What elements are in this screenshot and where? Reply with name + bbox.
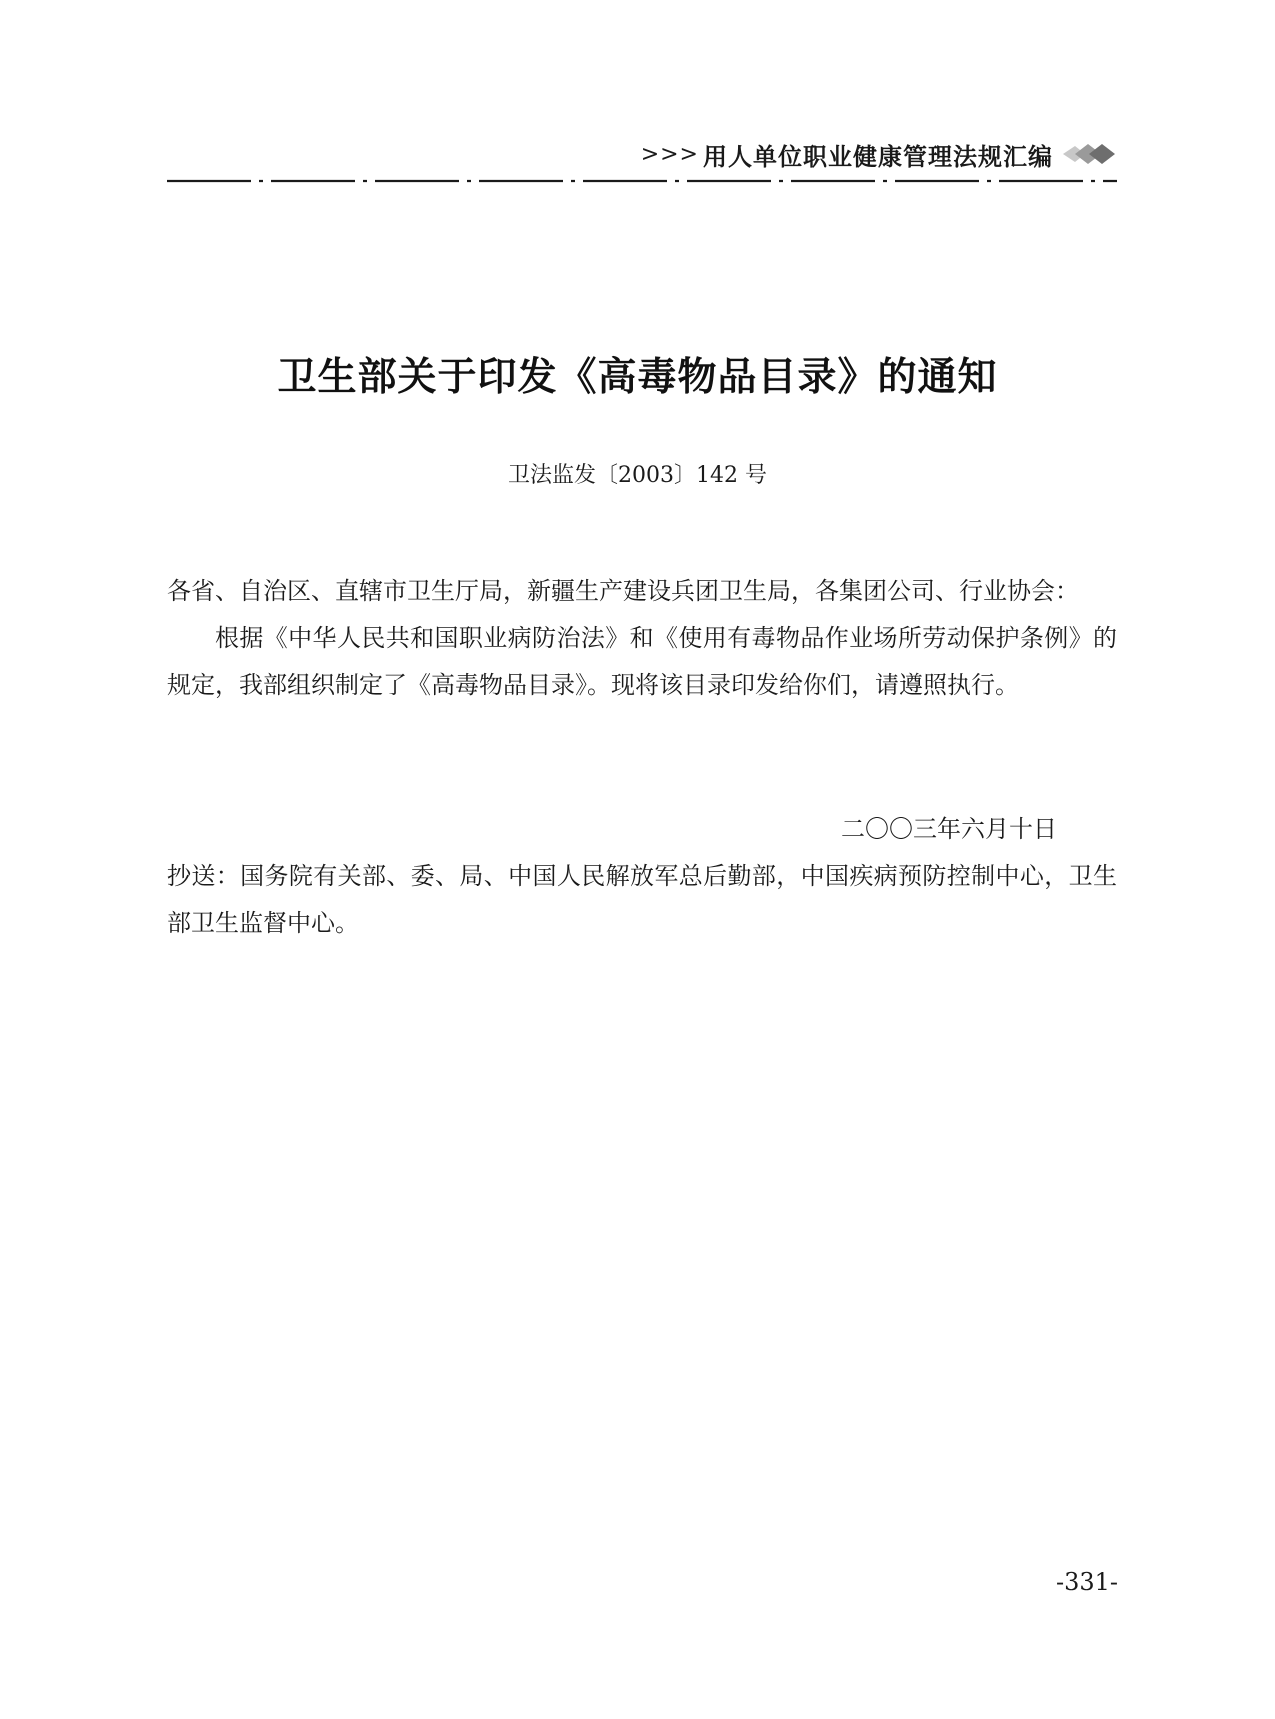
body-paragraph: 根据《中华人民共和国职业病防治法》和《使用有毒物品作业场所劳动保护条例》的规定，我部组织制定了《高毒物品目录》。现将该目录印发给你们，请遵照执行。 — [167, 624, 1117, 699]
document-number: 卫法监发〔2003〕142 号 — [508, 463, 767, 488]
issue-date: 二〇〇三年六月十日 — [841, 815, 1057, 843]
addressee-line: 各省、自治区、直辖市卫生厅局，新疆生产建设兵团卫生局，各集团公司、行业协会： — [167, 577, 1079, 605]
document-title: 卫生部关于印发《高毒物品目录》的通知 — [277, 355, 998, 400]
header-dashed-rule — [167, 178, 1117, 184]
cc-recipients: 抄送：国务院有关部、委、局、中国人民解放军总后勤部，中国疾病预防控制中心，卫生部卫生监督中心。 — [167, 862, 1117, 937]
running-header-title: 用人单位职业健康管理法规汇编 — [703, 142, 1053, 171]
header-chevrons: >>> — [640, 141, 699, 167]
running-header — [167, 134, 1117, 184]
running-header-title-group — [641, 134, 1117, 174]
diamond-ornament-icon — [1061, 140, 1117, 168]
page-number: -331- — [1055, 1568, 1118, 1596]
